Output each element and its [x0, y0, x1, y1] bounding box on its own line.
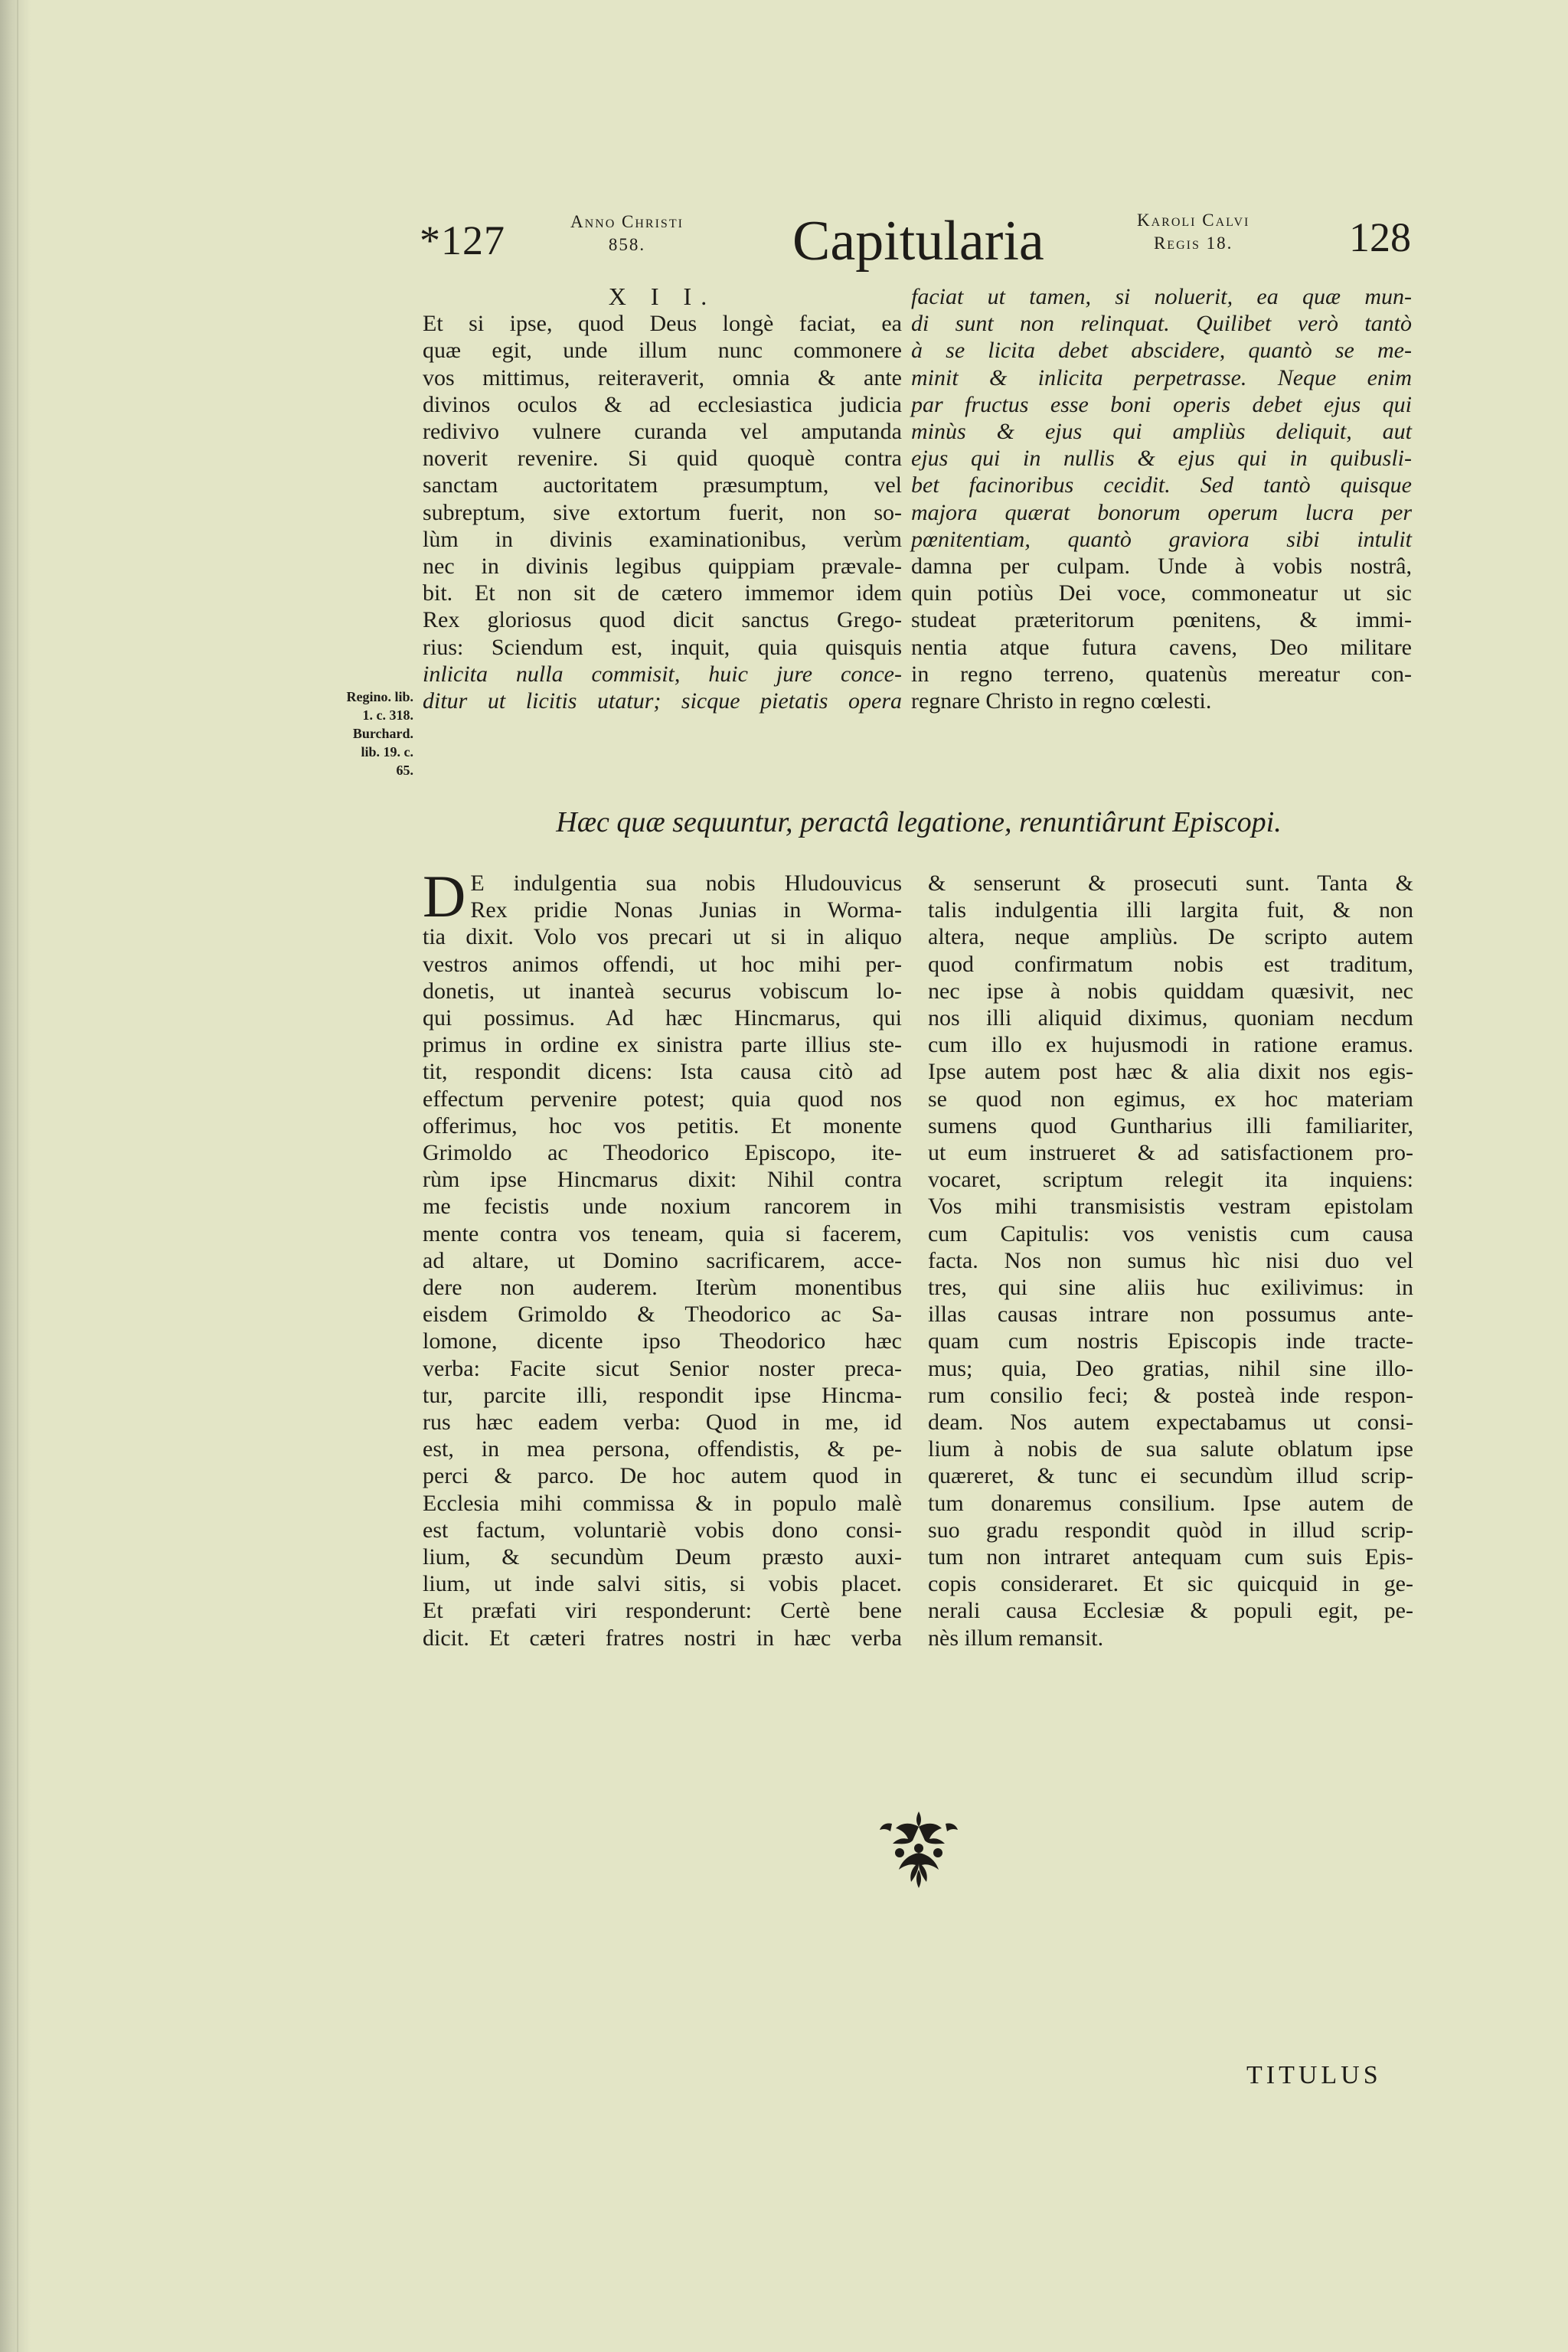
text-line: Ipse autem post hæc & alia dixit nos egis-: [928, 1059, 1413, 1085]
section-number: X I I.: [608, 283, 717, 310]
text-line: illas causas intrare non possumus ante-: [928, 1302, 1413, 1328]
text-line: rùm ipse Hincmarus dixit: Nihil contra: [423, 1167, 902, 1193]
text-line: copis consideraret. Et sic quicquid in ge-: [928, 1571, 1413, 1597]
text-line: me fecistis unde noxium rancorem in: [423, 1194, 902, 1220]
text-line: bit. Et non sit de cætero immemor idem: [423, 580, 902, 606]
text-line: quin potiùs Dei voce, commoneatur ut sic: [911, 580, 1412, 606]
anno-line-2: 858.: [608, 235, 646, 254]
text-line: tia dixit. Volo vos precari ut si in aliquo: [423, 924, 902, 950]
text-line: noverit revenire. Si quid quoquè contra: [423, 446, 902, 472]
text-line: effectum pervenire potest; quia quod nos: [423, 1086, 902, 1112]
anno-line-1: Anno Christi: [570, 212, 684, 231]
text-line: nec in divinis legibus quippiam prævale-: [423, 554, 902, 580]
text-line: eisdem Grimoldo & Theodorico ac Sa-: [423, 1302, 902, 1328]
text-line: ad altare, ut Domino sacrificarem, acce-: [423, 1247, 902, 1273]
margin-note: [306, 688, 413, 779]
text-line: cum Capitulis: vos venistis cum causa: [928, 1220, 1413, 1246]
bottom-left-column: [423, 863, 902, 1651]
text-line: est factum, voluntariè vobis dono consi-: [423, 1517, 902, 1543]
text-line: quæ egit, unde illum nunc commonere: [423, 338, 902, 364]
text-line: Et si ipse, quod Deus longè faciat, ea: [423, 311, 902, 337]
section-subheading: Hæc quæ sequuntur, peractâ legatione, renuntiârunt Episcopi.: [556, 806, 1282, 838]
text-line: divinos oculos & ad ecclesiastica judicia: [423, 391, 902, 417]
text-line: primus in ordine ex sinistra parte illius ste-: [423, 1032, 902, 1058]
text-line: sumens quod Guntharius illi familiariter,: [928, 1112, 1413, 1138]
text-line: ditur ut licitis utatur; sicque pietatis opera: [423, 688, 902, 714]
text-line: damna per culpam. Unde à vobis nostrâ,: [911, 554, 1412, 580]
text-line: vestros animos offendi, ut hoc mihi per-: [423, 951, 902, 977]
text-line: à se licita debet abscidere, quantò se me-: [911, 338, 1412, 364]
text-line: Vos mihi transmisistis vestram epistolam: [928, 1194, 1413, 1220]
text-line: Et præfati viri responderunt: Certè bene: [423, 1598, 902, 1624]
text-line: donetis, ut inanteà securus vobiscum lo-: [423, 978, 902, 1004]
anno-christi: [570, 211, 684, 256]
floral-ornament-icon: [877, 1808, 961, 1891]
text-line: nec ipse à nobis quiddam quæsivit, nec: [928, 978, 1413, 1004]
text-line: tur, parcite illi, respondit ipse Hincma-: [423, 1382, 902, 1408]
text-line: est, in mea persona, offendistis, & pe-: [423, 1436, 902, 1462]
text-line: vos mittimus, reiteraverit, omnia & ante: [423, 364, 902, 390]
text-line: verba: Facite sicut Senior noster preca-: [423, 1355, 902, 1381]
text-line: rum consilio feci; & posteà inde respon-: [928, 1382, 1413, 1408]
text-line: ejus qui in nullis & ejus qui in quibusli-: [911, 446, 1412, 472]
text-line: nerali causa Ecclesiæ & populi egit, pe-: [928, 1598, 1413, 1624]
text-line: studeat præteritorum pœnitens, & immi-: [911, 607, 1412, 633]
text-line: faciat ut tamen, si noluerit, ea quæ mun-: [911, 284, 1412, 309]
text-line: lùm in divinis examinationibus, verùm: [423, 526, 902, 552]
page-header: [413, 195, 1424, 279]
text-line: regnare Christo in regno cœlesti.: [911, 688, 1212, 714]
text-line: minùs & ejus qui ampliùs deliquit, aut: [911, 419, 1412, 445]
text-line: perci & parco. De hoc autem quod in: [423, 1463, 902, 1489]
text-line: tit, respondit dicens: Ista causa citò ad: [423, 1059, 902, 1085]
text-line: facta. Nos non sumus hìc nisi duo vel: [928, 1247, 1413, 1273]
text-line: tum donaremus consilium. Ipse autem de: [928, 1490, 1413, 1516]
bottom-right-column: [928, 870, 1413, 1651]
running-title: Capitularia: [792, 210, 1044, 273]
text-line: tum non intraret antequam cum suis Epis-: [928, 1544, 1413, 1570]
text-line: lium, ut inde salvi sitis, si vobis placet.: [423, 1571, 902, 1597]
margin-note-line: 65.: [396, 763, 413, 778]
text-line: subreptum, sive extortum fuerit, non so-: [423, 499, 902, 525]
text-line: majora quærat bonorum operum lucra per: [911, 499, 1412, 525]
page-number-right: 128: [1349, 214, 1411, 260]
text-line: offerimus, hoc vos petitis. Et monente: [423, 1112, 902, 1138]
text-line: bet facinoribus cecidit. Sed tantò quisque: [911, 472, 1412, 498]
catchword: TITULUS: [1246, 2061, 1382, 2089]
page-number-left: *127: [420, 217, 505, 263]
text-line: nès illum remansit.: [928, 1625, 1104, 1651]
text-line: ut eum instrueret & ad satisfactionem pro-: [928, 1140, 1413, 1166]
text-line: Rex gloriosus quod dicit sanctus Grego-: [423, 607, 902, 633]
text-line: Grimoldo ac Theodorico Episcopo, ite-: [423, 1140, 902, 1166]
text-line: pœnitentiam, quantò graviora sibi intulit: [911, 526, 1412, 552]
text-line: E indulgentia sua nobis Hludouvicus: [470, 871, 902, 896]
text-line: lomone, dicente ipso Theodorico hæc: [423, 1328, 902, 1354]
top-left-column: [423, 283, 902, 714]
text-line: nos illi aliquid diximus, quoniam necdum: [928, 1005, 1413, 1031]
regis-line-1: Karoli Calvi: [1137, 211, 1250, 230]
text-line: minit & inlicita perpetrasse. Neque enim: [911, 364, 1412, 390]
text-line: quod confirmatum nobis est traditum,: [928, 951, 1413, 977]
text-line: par fructus esse boni operis debet ejus qui: [911, 391, 1412, 417]
text-line: rus hæc eadem verba: Quod in me, id: [423, 1410, 902, 1436]
text-line: mente contra vos teneam, quia si facerem,: [423, 1220, 902, 1246]
text-line: talis indulgentia illi largita fuit, & non: [928, 897, 1413, 923]
text-line: redivivo vulnere curanda vel amputanda: [423, 419, 902, 445]
margin-note-line: lib. 19. c.: [361, 744, 413, 760]
text-line: quæreret, & tunc ei secundùm illud scrip-: [928, 1463, 1413, 1489]
regis-karoli: [1137, 209, 1250, 255]
margin-note-line: Regino. lib.: [346, 689, 413, 704]
text-line: sanctam auctoritatem præsumptum, vel: [423, 472, 902, 498]
text-line: lium à nobis de sua salute oblatum ipse: [928, 1436, 1413, 1462]
text-line: tres, qui sine aliis huc exilivimus: in: [928, 1275, 1413, 1301]
text-line: rius: Sciendum est, inquit, quia quisquis: [423, 634, 902, 660]
text-line: deam. Nos autem expectabamus ut consi-: [928, 1410, 1413, 1436]
text-line: & senserunt & prosecuti sunt. Tanta &: [928, 871, 1413, 896]
text-line: altera, neque ampliùs. De scripto autem: [928, 924, 1413, 950]
text-line: dere non auderem. Iterùm monentibus: [423, 1275, 902, 1301]
text-line: lium, & secundùm Deum præsto auxi-: [423, 1544, 902, 1570]
text-line: dicit. Et cæteri fratres nostri in hæc verba: [423, 1625, 902, 1651]
text-line: suo gradu respondit quòd in illud scrip-: [928, 1517, 1413, 1543]
text-line: quam cum nostris Episcopis inde tracte-: [928, 1328, 1413, 1354]
text-line: nentia atque futura cavens, Deo militare: [911, 634, 1412, 660]
text-line: se quod non egimus, ex hoc materiam: [928, 1086, 1413, 1112]
drop-cap: D: [423, 863, 466, 929]
text-line: mus; quia, Deo gratias, nihil sine illo-: [928, 1355, 1413, 1381]
text-line: Rex pridie Nonas Junias in Worma-: [470, 897, 902, 923]
margin-note-line: Burchard.: [352, 726, 413, 741]
text-line: inlicita nulla commisit, huic jure conce-: [423, 661, 902, 687]
top-right-column: [911, 283, 1412, 714]
text-line: di sunt non relinquat. Quilibet verò tantò: [911, 311, 1412, 337]
text-line: qui possimus. Ad hæc Hincmarus, qui: [423, 1005, 902, 1031]
margin-note-line: 1. c. 318.: [362, 707, 413, 723]
text-line: in regno terreno, quatenùs mereatur con-: [911, 661, 1412, 687]
text-line: vocaret, scriptum relegit ita inquiens:: [928, 1167, 1413, 1193]
regis-line-2: Regis 18.: [1153, 234, 1233, 253]
text-line: Ecclesia mihi commissa & in populo malè: [423, 1490, 902, 1516]
page-edge: [0, 0, 31, 2352]
text-line: cum illo ex hujusmodi in ratione eramus.: [928, 1032, 1413, 1058]
